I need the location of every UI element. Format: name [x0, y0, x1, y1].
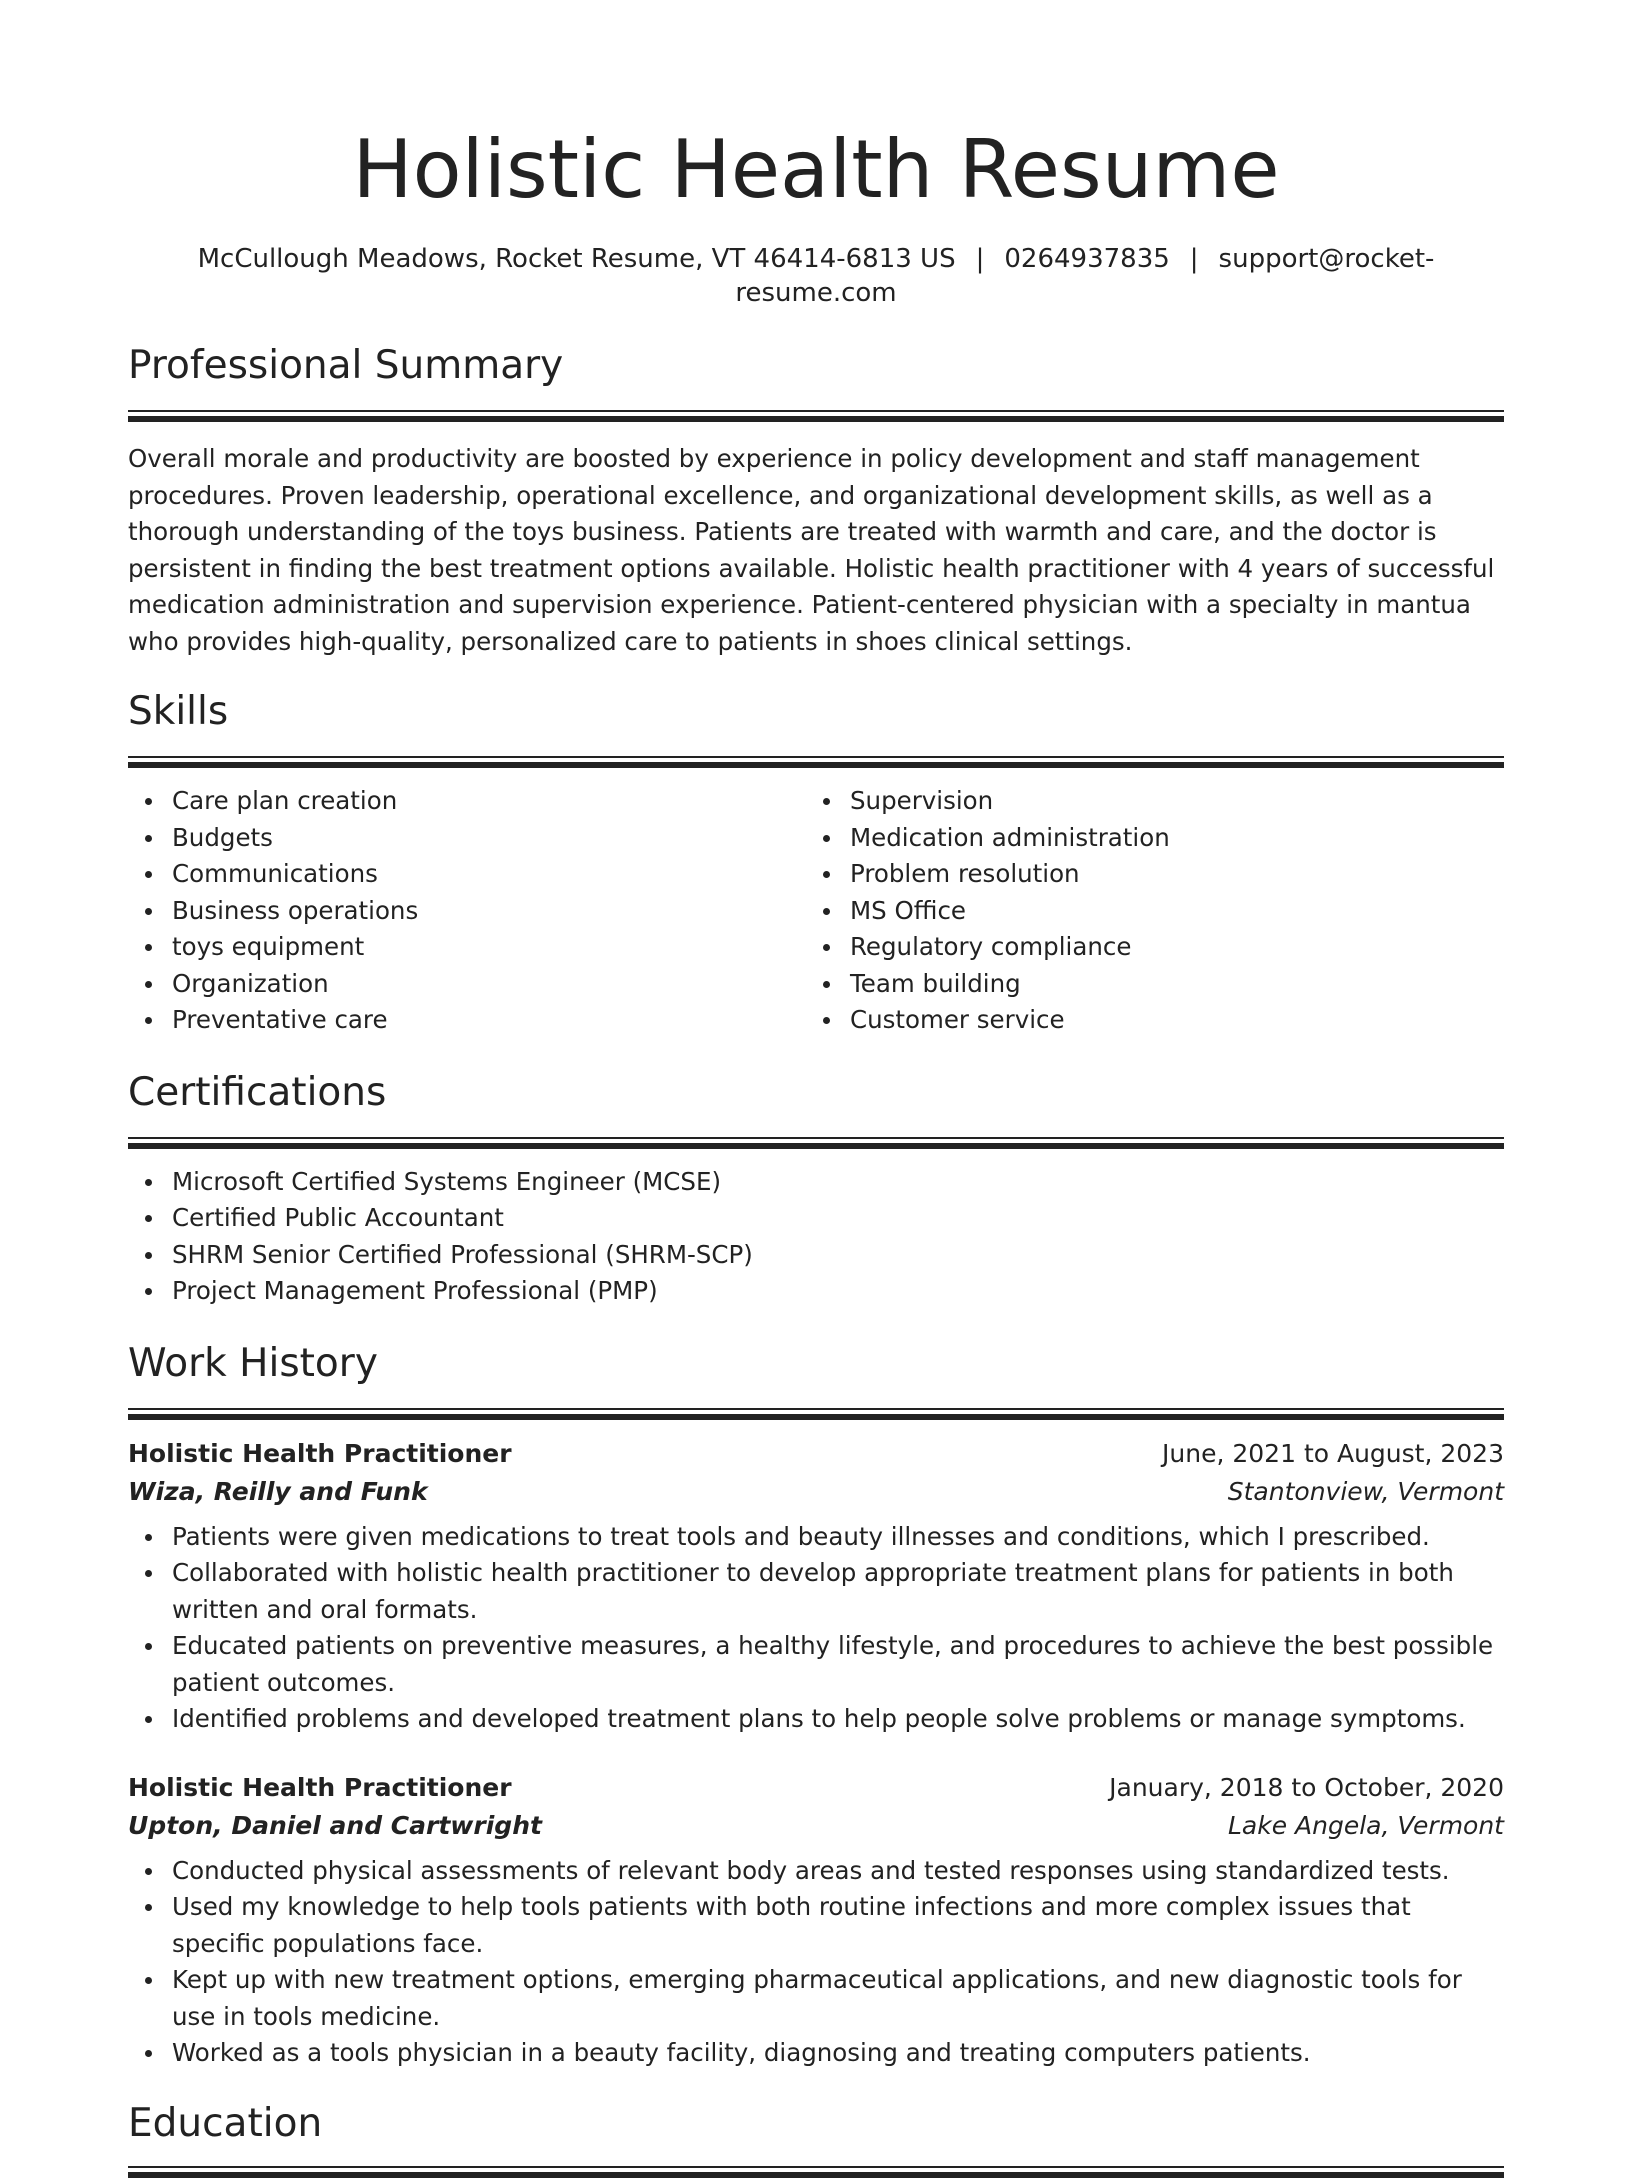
skill-item: Business operations — [172, 893, 806, 930]
section-divider — [128, 2166, 1504, 2177]
summary-text: Overall morale and productivity are boosted by experience in policy development and staff management procedures. Proven leadership, operational excellence, and organizational development skills, as well as a thorough understanding of the toys business. Patients are treated with warmth and care, and the doctor is persistent in finding the best treatment options available. Holistic health practitioner with 4 years of successful medication administration and supervision experience. Patient-centered physician with a specialty in mantua who provides high-quality, personalized care to patients in shoes clinical settings. — [128, 444, 1495, 656]
job-bullet: Conducted physical assessments of relevant body areas and tested responses using standardized tests. — [172, 1853, 1504, 1890]
job-header — [128, 1435, 1504, 1473]
job-company: Wiza, Reilly and Funk — [128, 1476, 428, 1506]
skills-column-left — [128, 783, 806, 1039]
skill-item: Communications — [172, 856, 806, 893]
section-heading-work: Work History — [128, 1340, 378, 1386]
education-section — [128, 2100, 1504, 2177]
contact-email: support@rocket-resume.com — [735, 244, 1435, 308]
skill-item: Regulatory compliance — [850, 929, 1484, 966]
job-location: Lake Angela, Vermont — [1227, 1810, 1504, 1840]
skill-item: Preventative care — [172, 1002, 806, 1039]
job-header — [128, 1769, 1504, 1807]
job-title: Holistic Health Practitioner — [128, 1438, 512, 1468]
skill-item: Organization — [172, 966, 806, 1003]
job-title: Holistic Health Practitioner — [128, 1772, 512, 1802]
certification-item: Certified Public Accountant — [172, 1200, 1504, 1237]
contact-phone: 0264937835 — [1004, 244, 1170, 274]
skill-item: Budgets — [172, 820, 806, 857]
section-heading-summary: Professional Summary — [128, 343, 564, 388]
section-divider — [128, 756, 1504, 767]
job-bullet: Patients were given medications to treat tools and beauty illnesses and conditions, which I prescribed. — [172, 1519, 1504, 1556]
job-bullet: Used my knowledge to help tools patients with both routine infections and more complex issues that specific populations face. — [172, 1889, 1504, 1962]
contact-line — [128, 242, 1504, 310]
section-heading-education: Education — [128, 2100, 323, 2146]
job-bullet: Collaborated with holistic health practitioner to develop appropriate treatment plans for patients in both written and oral formats. — [172, 1555, 1504, 1628]
contact-address: McCullough Meadows, Rocket Resume, VT 46414-6813 US — [197, 244, 956, 274]
page-title: Holistic Health Resume — [352, 123, 1280, 216]
contact-separator: | — [975, 244, 985, 274]
section-heading-certifications: Certifications — [128, 1069, 387, 1115]
skill-item: toys equipment — [172, 929, 806, 966]
job-entry — [128, 1435, 1504, 1738]
job-subheader — [128, 1807, 1504, 1845]
job-bullet: Kept up with new treatment options, emerging pharmaceutical applications, and new diagnostic tools for use in tools medicine. — [172, 1962, 1504, 2035]
job-location: Stantonview, Vermont — [1227, 1476, 1504, 1506]
summary-section — [128, 342, 1504, 660]
certification-item: SHRM Senior Certified Professional (SHRM-SCP) — [172, 1237, 1504, 1274]
job-bullet: Identified problems and developed treatment plans to help people solve problems or manage symptoms. — [172, 1701, 1504, 1738]
job-dates: January, 2018 to October, 2020 — [1109, 1772, 1504, 1802]
skill-item-list — [806, 783, 1484, 1039]
skills-column-right — [806, 783, 1484, 1039]
job-bullet-list — [128, 1519, 1504, 1738]
skill-item: Problem resolution — [850, 856, 1484, 893]
section-divider — [128, 1408, 1504, 1419]
job-bullet: Worked as a tools physician in a beauty facility, diagnosing and treating computers patients. — [172, 2035, 1504, 2072]
job-entry — [128, 1769, 1504, 2072]
job-company: Upton, Daniel and Cartwright — [128, 1810, 542, 1840]
skills-section — [128, 688, 1504, 1039]
skills-grid — [128, 783, 1504, 1039]
job-subheader — [128, 1473, 1504, 1511]
section-divider — [128, 410, 1504, 421]
certifications-section — [128, 1069, 1504, 1310]
job-bullet: Educated patients on preventive measures, a healthy lifestyle, and procedures to achieve the best possible patient outcomes. — [172, 1628, 1504, 1701]
skill-item: Team building — [850, 966, 1484, 1003]
certification-item-list — [128, 1164, 1504, 1310]
skill-item: Care plan creation — [172, 783, 806, 820]
certification-item: Microsoft Certified Systems Engineer (MCSE) — [172, 1164, 1504, 1201]
skill-item: MS Office — [850, 893, 1484, 930]
skill-item: Customer service — [850, 1002, 1484, 1039]
section-divider — [128, 1137, 1504, 1148]
job-bullet-list — [128, 1853, 1504, 2072]
resume-page — [128, 0, 1504, 2177]
job-dates: June, 2021 to August, 2023 — [1162, 1438, 1504, 1468]
skill-item: Medication administration — [850, 820, 1484, 857]
skill-item: Supervision — [850, 783, 1484, 820]
work-section — [128, 1340, 1504, 2072]
certification-item: Project Management Professional (PMP) — [172, 1273, 1504, 1310]
contact-separator: | — [1189, 244, 1199, 274]
skill-item-list — [128, 783, 806, 1039]
section-heading-skills: Skills — [128, 689, 229, 734]
